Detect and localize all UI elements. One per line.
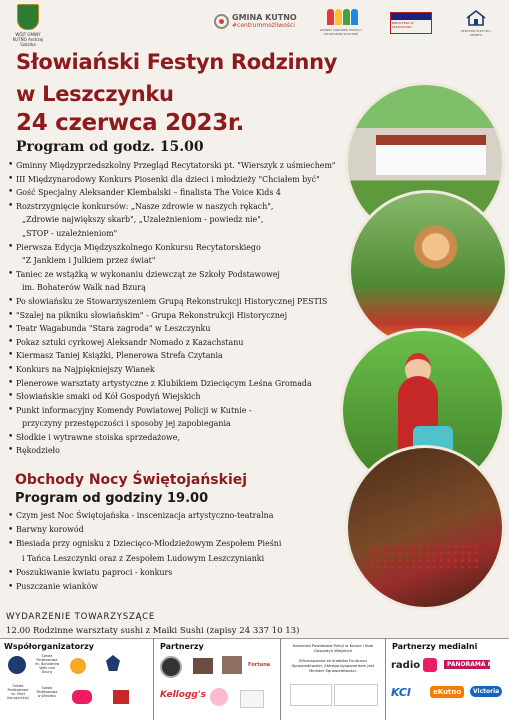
list-item: • Pierwsza Edycja Międzyszkolnego Konkursu Recytatorskiego <box>8 241 348 255</box>
list-item: • Gminny Międzyprzedszkolny Przegląd Recytatorski pt. "Wierszyk z uśmiechem" <box>8 159 348 173</box>
night-list <box>8 509 348 594</box>
list-item: • Pokaz sztuki cyrkowej Aleksandr Nomado z Kazachstanu <box>8 336 348 350</box>
night-heading: Obchody Nocy Świętojańskiej <box>15 472 248 488</box>
footer-divider <box>385 638 386 720</box>
house-icon <box>465 10 487 26</box>
footer-divider <box>280 638 281 720</box>
list-item: • Barwny korowód <box>8 523 348 537</box>
list-item: • Słowiańskie smaki od Kół Gospodyń Wiejskich <box>8 390 348 404</box>
program-list <box>8 159 348 458</box>
pestis-logo-icon <box>160 656 182 678</box>
title-line-1: Słowiański Festyn Rodzinny <box>16 50 338 74</box>
library-logo <box>390 12 432 34</box>
list-item: • III Międzynarodowy Konkurs Piosenki dla dzieci i młodzieży "Chciałem być" <box>8 173 348 187</box>
list-item: • Konkurs na Najpiękniejszy Wianek <box>8 363 348 377</box>
list-item: • Czym jest Noc Świętojańska - inscenizacja artystyczno-teatralna <box>8 509 348 523</box>
kelloggs-logo: Kellogg's <box>160 690 206 700</box>
list-item: • Punkt informacyjny Komendy Powiatowej Policji w Kutnie - <box>8 404 348 418</box>
media-logo-panorama: PANORAMA Kutna <box>444 660 490 669</box>
partner-logo-icon <box>210 688 228 706</box>
night-subheading: Program od godziny 19.00 <box>15 491 209 506</box>
list-item: „STOP - uzależnieniom" <box>22 228 118 238</box>
police-caption: Komenda Powiatowa Policji w Kutnie i Koła Gospodyń Wiejskich <box>292 643 374 653</box>
gops-logo-icon <box>325 9 359 27</box>
gmina-mark-icon <box>214 14 229 29</box>
media-logo-ekutno: eKutno <box>430 686 464 698</box>
list-item: im. Bohaterów Walk nad Bzurą <box>22 283 146 293</box>
crest-icon <box>17 4 39 30</box>
list-item: • Plenerowe warsztaty artystyczne z Klubikiem Dziecięcym Leśna Gromada <box>8 377 348 391</box>
list-item: "Z Jankiem i Julkiem przez świat" <box>22 256 156 266</box>
partner-logo-icon <box>240 690 264 708</box>
media-logo-radio: radio <box>391 660 421 671</box>
accompanying-heading: WYDARZENIE TOWARZYSZĄCE <box>6 612 155 622</box>
list-item: • "Szalej na pikniku słowiańskim" - Grupa Rekonstrukcji Historycznej <box>8 309 348 323</box>
media-logo-victoria: Victoria <box>470 686 502 697</box>
school-caption-1: Szkoła Podstawowa im. Bohaterów Walk nad Bzurą <box>34 654 60 674</box>
partner-logo-fortuna: Fortuna <box>248 662 270 668</box>
kids-logo-icon <box>70 658 86 674</box>
gmina-tag: #centrummożliwości <box>232 22 295 29</box>
organization-logo-icon <box>113 690 129 704</box>
list-item: • Po słowiańsku ze Stowarzyszeniem Grupą Rekonstrukcji Historycznej PESTIS <box>8 295 348 309</box>
gops-caption: GMINNY OŚRODEK POMOCY SPOŁECZNEJ W KUTNIE <box>320 28 362 36</box>
dancers-photo <box>348 190 508 350</box>
house-caption: CENTRUM KULTURY I SPORTU <box>460 29 492 37</box>
school-caption-3: Szkoła Podstawowa w Wierzbiu <box>36 686 58 698</box>
partners-heading: Partnerzy <box>160 642 204 651</box>
list-item: • Gość Specjalny Aleksander Klembalski – finalista The Voice Kids 4 <box>8 186 348 200</box>
accompanying-text: 12.00 Rodzinne warsztaty sushi z Maiki Sushi (zapisy 24 337 10 13) <box>6 626 300 636</box>
crest-caption: WÓJT GMINY KUTNO Andrzej Szóstka <box>12 32 44 47</box>
radio-q-icon <box>423 658 437 672</box>
school-logo-icon <box>8 656 26 674</box>
program-heading: Program od godz. 15.00 <box>16 139 204 155</box>
list-item: • Puszczanie wianków <box>8 580 348 594</box>
list-item: • Biesiada przy ognisku z Dziecięco-Młodzieżowym Zespołem Pieśni <box>8 537 348 551</box>
fund-logo-icon <box>290 684 332 706</box>
school-caption-2: Szkoła Podstawowa im. Marii Konopnickiej <box>7 684 29 700</box>
wagabunda-logo-icon <box>222 656 242 674</box>
media-logo-kci: KCI <box>391 686 411 699</box>
list-item: • Słodkie i wytrawne stoiska sprzedażowe, <box>8 431 348 445</box>
title-line-3: 24 czerwca 2023r. <box>16 110 245 136</box>
list-item: „Zdrowie największy skarb", „Uzależnieniom - powiedz nie", <box>22 215 264 225</box>
ministry-logo-icon <box>334 684 378 706</box>
funds-text: Sfinansowane ze środków Funduszu Sprawiedliwości, którego dysponentem jest Minister Sprawiedliwości. <box>291 658 375 673</box>
title-line-2: w Leszczynku <box>16 82 174 106</box>
list-item: • Teatr Wagabunda "Stara zagroda" w Leszczynku <box>8 322 348 336</box>
list-item: przyczyny przestępczości i sposoby jej zapobiegania <box>22 419 231 429</box>
footer-divider <box>153 638 154 720</box>
coorganizers-heading: Współorganizatorzy <box>4 642 94 651</box>
list-item: • Rozstrzygnięcie konkursów: „Nasze zdrowie w naszych rękach", <box>8 200 348 214</box>
gmina-name: GMINA KUTNO <box>232 13 297 22</box>
list-item: • Kiermasz Taniej Książki, Plenerowa Strefa Czytania <box>8 349 348 363</box>
list-item: • Poszukiwanie kwiatu paproci - konkurs <box>8 566 348 580</box>
media-heading: Partnerzy medialni <box>392 642 478 651</box>
food-photo <box>345 445 505 610</box>
theatre-logo-icon <box>193 658 213 674</box>
crest-logo <box>8 4 48 47</box>
organization-logo-icon <box>72 690 92 704</box>
list-item: • Taniec ze wstążką w wykonaniu dziewcząt ze Szkoły Podstawowej <box>8 268 348 282</box>
list-item: i Tańca Leszczynki oraz z Zespołem Ludowym Leszczynianki <box>22 553 265 563</box>
library-caption: BIBLIOTEKA W LESZCZYNKU <box>392 21 414 29</box>
gmina-kutno-logo <box>214 14 297 29</box>
list-item: • Rękodzieło <box>8 444 348 458</box>
